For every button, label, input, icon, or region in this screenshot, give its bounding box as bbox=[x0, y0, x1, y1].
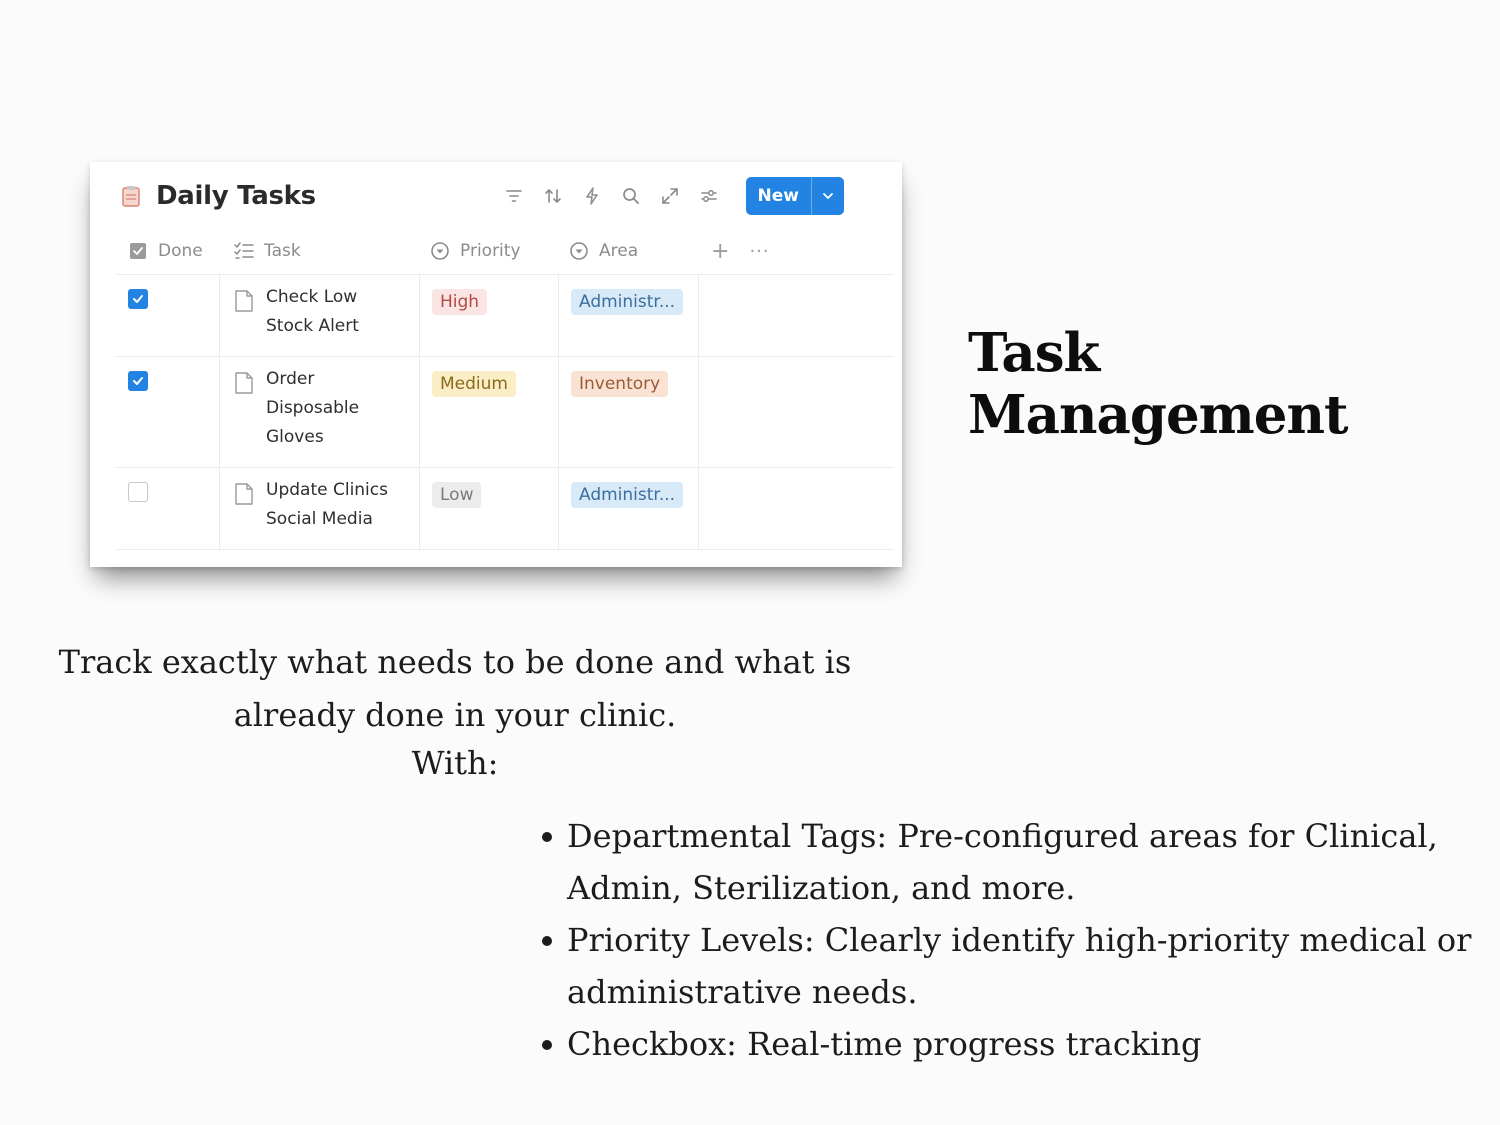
done-cell bbox=[116, 468, 220, 549]
feature-list bbox=[540, 810, 1490, 1070]
add-property-button[interactable]: + bbox=[711, 238, 730, 264]
done-checkbox-checked[interactable] bbox=[128, 289, 148, 309]
done-checkbox-checked[interactable] bbox=[128, 371, 148, 391]
daily-tasks-card bbox=[90, 162, 902, 567]
with-label: With: bbox=[411, 744, 499, 782]
task-name[interactable]: Order Disposable Gloves bbox=[266, 369, 360, 447]
priority-cell[interactable] bbox=[420, 275, 559, 356]
table-row[interactable] bbox=[116, 275, 894, 357]
task-cell[interactable] bbox=[220, 468, 420, 549]
area-tag: Administr... bbox=[571, 289, 683, 315]
task-cell[interactable] bbox=[220, 357, 420, 467]
area-cell[interactable] bbox=[559, 468, 699, 549]
column-header-priority[interactable] bbox=[420, 228, 559, 274]
tasks-table bbox=[116, 228, 894, 550]
new-button[interactable] bbox=[746, 177, 844, 215]
column-header-done[interactable] bbox=[116, 228, 220, 274]
table-row[interactable] bbox=[116, 468, 894, 550]
priority-tag: Low bbox=[432, 482, 481, 508]
column-header-actions bbox=[699, 228, 894, 274]
empty-cell bbox=[699, 357, 894, 467]
description-line: Track exactly what needs to be done and what is bbox=[58, 643, 852, 681]
section-heading: Task Management bbox=[968, 322, 1348, 446]
checkbox-property-icon bbox=[128, 241, 148, 261]
page-icon bbox=[234, 289, 254, 313]
card-title: Daily Tasks bbox=[156, 181, 316, 211]
more-options-button[interactable]: ··· bbox=[749, 240, 770, 262]
task-name[interactable]: Update Clinics Social Media bbox=[266, 480, 388, 529]
done-cell bbox=[116, 357, 220, 467]
area-tag: Inventory bbox=[571, 371, 668, 397]
done-cell bbox=[116, 275, 220, 356]
filter-icon[interactable] bbox=[504, 186, 525, 207]
select-property-icon bbox=[430, 241, 450, 261]
column-header-label: Priority bbox=[460, 241, 521, 261]
page-icon bbox=[234, 482, 254, 506]
toolbar bbox=[504, 177, 844, 215]
settings-sliders-icon[interactable] bbox=[699, 186, 720, 207]
area-cell[interactable] bbox=[559, 357, 699, 467]
priority-tag: Medium bbox=[432, 371, 516, 397]
table-row[interactable] bbox=[116, 357, 894, 468]
task-name[interactable]: Check Low Stock Alert bbox=[266, 287, 359, 336]
clipboard-icon bbox=[120, 185, 142, 207]
checklist-icon bbox=[234, 241, 254, 261]
chevron-down-icon[interactable] bbox=[811, 177, 844, 215]
feature-item: Checkbox: Real-time progress tracking bbox=[540, 1018, 1490, 1070]
priority-cell[interactable] bbox=[420, 468, 559, 549]
new-button-label[interactable]: New bbox=[757, 186, 799, 206]
column-header-label: Task bbox=[264, 241, 301, 261]
expand-icon[interactable] bbox=[660, 186, 681, 207]
card-header bbox=[120, 176, 844, 216]
column-header-label: Done bbox=[158, 241, 203, 261]
feature-item: Priority Levels: Clearly identify high-priority medical or administrative needs. bbox=[540, 914, 1490, 1018]
feature-item: Departmental Tags: Pre-configured areas for Clinical, Admin, Sterilization, and more. bbox=[540, 810, 1490, 914]
empty-cell bbox=[699, 275, 894, 356]
sort-icon[interactable] bbox=[543, 186, 564, 207]
empty-cell bbox=[699, 468, 894, 549]
column-header-label: Area bbox=[599, 241, 639, 261]
page-icon bbox=[234, 371, 254, 395]
select-property-icon bbox=[569, 241, 589, 261]
done-checkbox-unchecked[interactable] bbox=[128, 482, 148, 502]
description-line: already done in your clinic. bbox=[233, 696, 677, 734]
priority-cell[interactable] bbox=[420, 357, 559, 467]
area-tag: Administr... bbox=[571, 482, 683, 508]
search-icon[interactable] bbox=[621, 186, 642, 207]
area-cell[interactable] bbox=[559, 275, 699, 356]
column-header-task[interactable] bbox=[220, 228, 420, 274]
description bbox=[30, 636, 880, 784]
task-cell[interactable] bbox=[220, 275, 420, 356]
priority-tag: High bbox=[432, 289, 487, 315]
lightning-icon[interactable] bbox=[582, 186, 603, 207]
table-header-row bbox=[116, 228, 894, 275]
column-header-area[interactable] bbox=[559, 228, 699, 274]
